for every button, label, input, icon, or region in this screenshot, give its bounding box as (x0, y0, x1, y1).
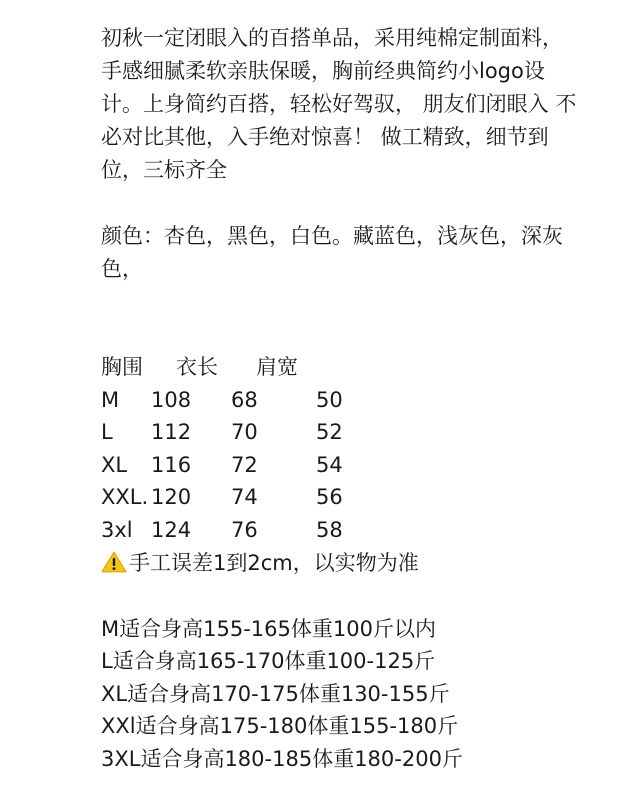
length-value: 70 (231, 420, 258, 445)
chest-value: 112 (151, 420, 192, 445)
description-line: 初秋一定闭眼入的百搭单品，采用纯棉定制面料， (101, 26, 563, 50)
chest-value: 124 (151, 517, 192, 542)
size-label: XL (101, 452, 128, 477)
note-text: 手工误差1到2cm，以实物为准 (129, 551, 419, 575)
fit-guide (101, 613, 463, 775)
header-length: 衣长 (176, 355, 218, 379)
product-description (101, 22, 621, 187)
length-value: 74 (231, 485, 258, 510)
length-value: 76 (231, 517, 258, 542)
warning-icon (101, 550, 127, 572)
color-line: 色， (101, 257, 143, 281)
fit-guide-line: 3XL适合身高180-185体重180-200斤 (101, 746, 463, 771)
size-label: 3xl (101, 517, 133, 542)
description-line: 必对比其他，入手绝对惊喜！ 做工精致，细节到 (101, 125, 549, 149)
shoulder-value: 58 (316, 517, 343, 542)
chest-value: 120 (151, 485, 192, 510)
shoulder-value: 52 (316, 420, 343, 445)
size-label: XXL. (101, 485, 149, 510)
description-line: 位，三标齐全 (101, 158, 227, 182)
length-value: 72 (231, 452, 258, 477)
description-line: 计。上身简约百搭，轻松好驾驭， 朋友们闭眼入 不 (101, 92, 577, 116)
shoulder-value: 50 (316, 387, 343, 412)
fit-guide-line: XL适合身高170-175体重130-155斤 (101, 681, 450, 706)
shoulder-value: 54 (316, 452, 343, 477)
fit-guide-line: XXl适合身高175-180体重155-180斤 (101, 714, 459, 739)
measurement-note (101, 547, 419, 579)
shoulder-value: 56 (316, 485, 343, 510)
size-label: L (101, 420, 113, 445)
fit-guide-line: M适合身高155-165体重100斤以内 (101, 617, 436, 641)
header-shoulder: 肩宽 (256, 355, 298, 379)
chest-value: 116 (151, 452, 192, 477)
length-value: 68 (231, 387, 258, 412)
fit-guide-line: L适合身高165-170体重100-125斤 (101, 649, 436, 674)
description-line: 手感细腻柔软亲肤保暖，胸前经典简约小logo设 (101, 59, 545, 83)
chest-value: 108 (151, 387, 192, 412)
size-label: M (101, 387, 120, 412)
header-chest: 胸围 (101, 355, 143, 379)
color-options (101, 220, 621, 286)
color-line: 颜色：杏色，黑色，白色。藏蓝色，浅灰色，深灰 (101, 224, 563, 248)
